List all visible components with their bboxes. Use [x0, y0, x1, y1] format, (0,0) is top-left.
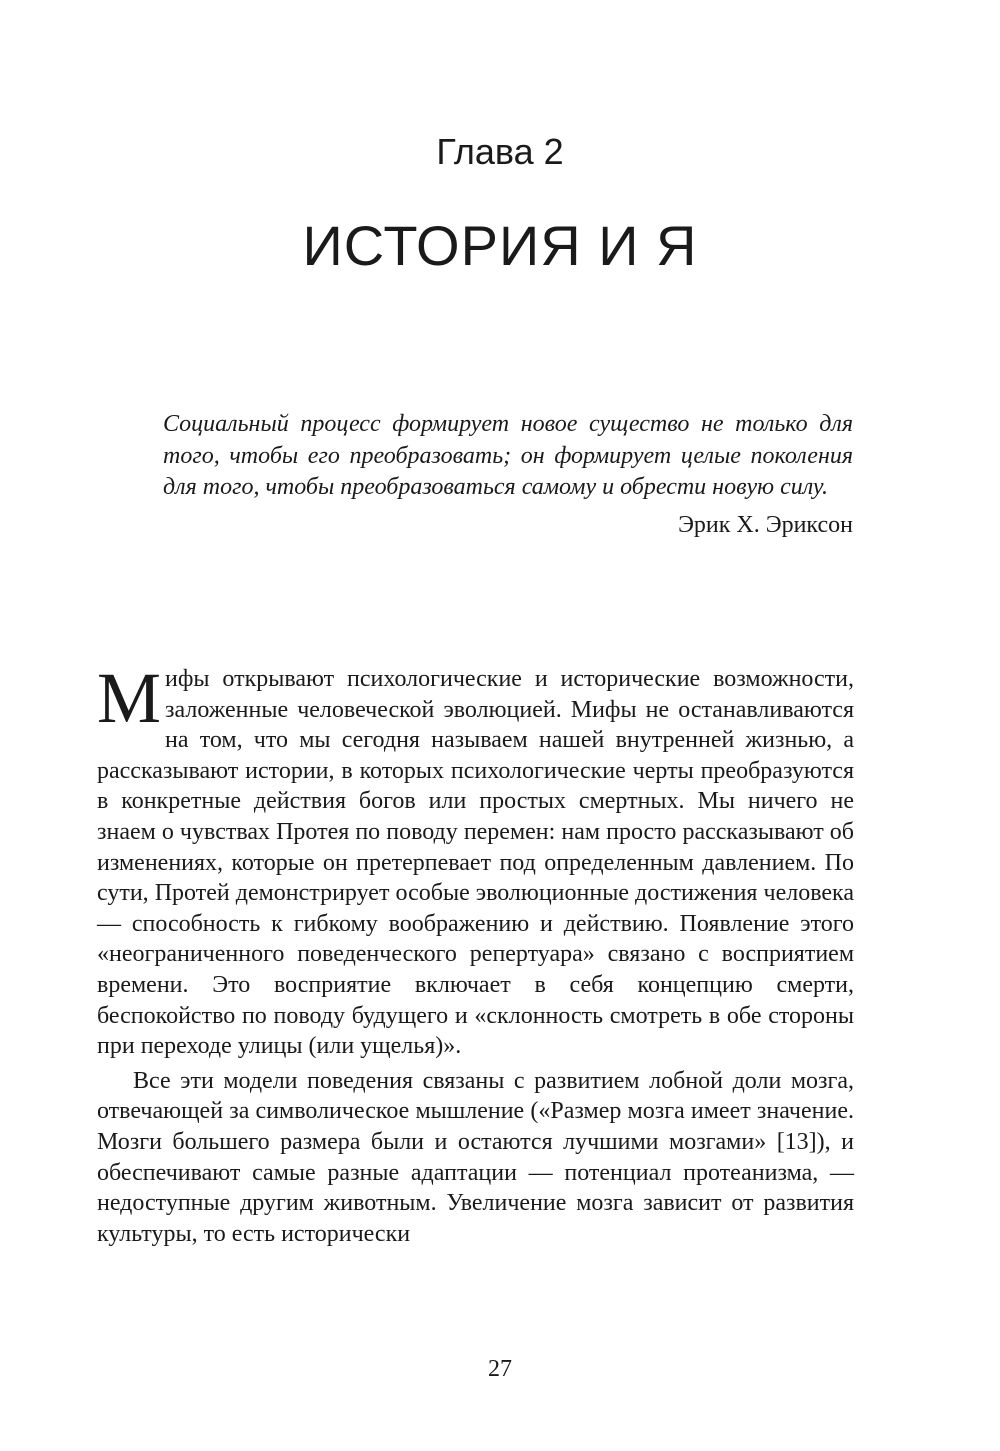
- body-paragraph-1-text: ифы открывают психологические и исторические возможности, заложенные человеческой эволюцией. Мифы не останавливаются на том, что мы сегодня называем нашей внутренней жизнью, а рассказывают истории, в которых психологические черты преобразуются в конкретные действия богов или простых смертных. Мы ничего не знаем о чувствах Протея по поводу перемен: нам просто рассказывают об изменениях, которые он претерпевает под определенным давлением. По сути, Протей демонстрирует особые эволюционные достижения человека — способность к гибкому воображению и действию. Появление этого «неограниченного поведенческого репертуара» связано с восприятием времени. Это восприятие включает в себя концепцию смерти, беспокойство по поводу будущего и «склонность смотреть в обе стороны при переходе улицы (или ущелья)».: [97, 666, 854, 1060]
- body-paragraph-2: Все эти модели поведения связаны с развитием лобной доли мозга, отвечающей за символическое мышление («Размер мозга имеет значение. Мозги большего размера были и остаются лучшими мозгами» [13]), и обеспечивают самые разные адаптации — потенциал протеанизма, — недоступные другим животным. Увеличение мозга зависит от развития культуры, то есть исторически: [97, 1067, 854, 1247]
- body-paragraph-1: [97, 658, 854, 1062]
- drop-cap: М: [97, 658, 162, 738]
- body-text: [97, 658, 854, 1249]
- page-number: 27: [488, 1356, 512, 1382]
- chapter-label: Глава 2: [436, 131, 564, 172]
- epigraph-author: Эрик Х. Эриксон: [678, 511, 853, 538]
- epigraph: [163, 409, 853, 541]
- epigraph-text: Социальный процесс формирует новое существо не только для того, чтобы его преобразовать; он формирует целые поколения для того, чтобы преобразоваться самому и обрести новую силу.: [163, 411, 853, 500]
- chapter-title: ИСТОРИЯ И Я: [302, 214, 698, 277]
